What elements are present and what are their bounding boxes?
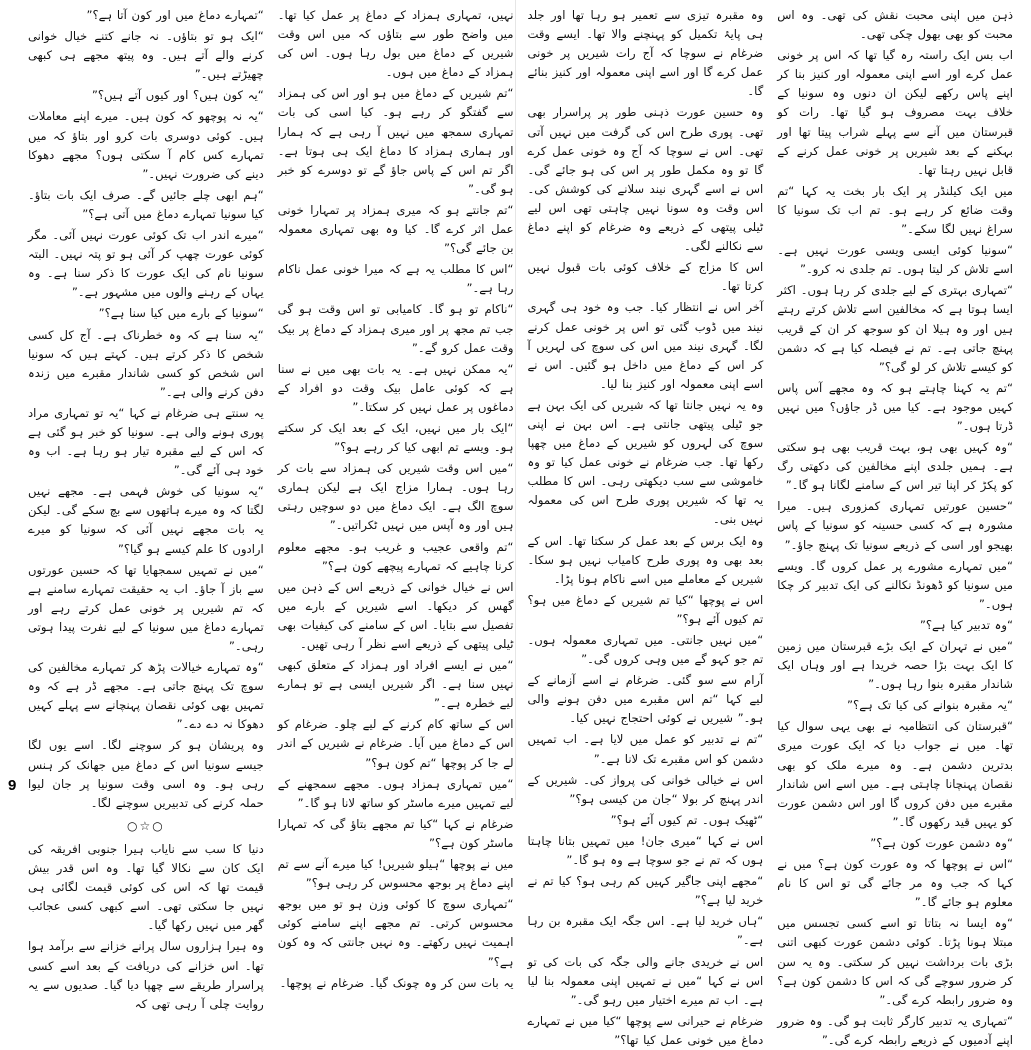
paragraph: “میں نے تہران کے ایک بڑے قبرستان میں زمین کا ایک بہت بڑا حصہ خریدا ہے اور وہاں ایک شاندار مقبرہ بنوا رہا ہوں۔” <box>777 639 1013 692</box>
paragraph: “ہم ابھی چلے جائیں گے۔ صرف ایک بات بتاؤ۔ کیا سونیا تمہارے دماغ میں آتی ہے؟” <box>28 187 264 221</box>
paragraph: “وہ تدبیر کیا ہے؟” <box>919 617 1013 632</box>
section-ornament: ○☆○ <box>127 818 165 833</box>
paragraph: اس نے خریدی جانے والی جگہ کی بات کی تو اس نے کہا “میں نے تمہیں اپنی معمولہ بنا لیا ہے۔ اب تم میرے اختیار میں رہو گی۔” <box>527 954 764 1007</box>
paragraph: “حسین عورتیں تمہاری کمزوری ہیں۔ میرا مشورہ ہے کہ کسی حسینہ کو سونیا کے پاس بھیجو اور اسی کے ذریعے سونیا تک پہنچ جاؤ۔” <box>777 499 1013 552</box>
text-columns <box>28 6 1013 1047</box>
paragraph: وہ پریشان ہو کر سوچنے لگا۔ اسے یوں لگا جیسے سونیا اس کے دماغ میں جھانک کر ہنس رہی ہو۔ وہ اسی وقت سونیا پر جان لیوا حملہ کرنے کی تدبیریں سوچنے لگا۔ <box>28 738 264 810</box>
column-3 <box>277 6 514 990</box>
column-4 <box>28 6 264 1011</box>
paragraph: میں ایک کیلنڈر پر ایک بار بخت یہ کہا “تم وقت ضائع کر رہے ہو۔ تم اب تک سونیا کا سراغ نہیں لگا سکے۔” <box>777 183 1013 237</box>
paragraph: اس نے خیال خوانی کے ذریعے اس کے ذہن میں گھس کر دیکھا۔ اسے شیریں کے بارے میں تفصیل سے بتایا۔ اس کے سامنے کی کیفیات بھی ٹیلی پیتھی کے ذریعے اسے نظر آ رہی تھیں۔ <box>277 579 514 651</box>
paragraph: “میرے اندر اب تک کوئی عورت نہیں آئی۔ مگر کوئی عورت چھپ کر آئی ہو تو پتہ نہیں۔ البتہ سونیا نام کی ایک عورت کا ذکر سنا ہے۔ وہ یہاں کے رہنے والوں میں مشہور ہے۔” <box>28 228 264 300</box>
paragraph: وہ یہ نہیں جانتا تھا کہ شیریں کی ایک بہن ہے جو ٹیلی پیتھی جانتی ہے۔ اس بہن نے اپنی سوچ کی لہروں کو شیریں کے دماغ میں چھپا رکھا تھا۔ جب ضرغام نے خونی عمل کیا تو وہ خاموشی سے سب دیکھتی رہی۔ اس کا مطلب یہ تھا کہ شیریں پوری طرح اس کی معمولہ نہیں بنی۔ <box>527 397 764 527</box>
paragraph: “سونیا کوئی ایسی ویسی عورت نہیں ہے۔ اسے تلاش کر لیتا ہوں۔ تم جلدی نہ کرو۔” <box>777 243 1013 277</box>
paragraph: “یہ نہ پوچھو کہ کون ہیں۔ میرے اپنے معاملات ہیں۔ کوئی دوسری بات کرو اور بتاؤ کہ میں تمہارے کس کام آ سکتی ہوں؟ مجھے دھوکا دینے کی ضرورت نہیں۔” <box>28 109 264 181</box>
paragraph: یہ بات سن کر وہ چونک گیا۔ ضرغام نے پوچھا۔ <box>279 975 514 990</box>
paragraph: اس نے پوچھا “کیا تم شیریں کے دماغ میں ہو؟ تم کیوں آئے ہو؟” <box>527 592 764 626</box>
paragraph: ذہن میں اپنی محبت نقش کی تھی۔ وہ اس محبت کو بھی بھول چکی تھی۔ <box>777 8 1013 42</box>
paragraph: “تمہاری یہ تدبیر کارگر ثابت ہو گی۔ وہ ضرور اپنے آدمیوں کے ذریعے رابطہ کرے گی۔” <box>777 1013 1013 1047</box>
paragraph: “سونیا کے بارے میں کیا سنا ہے؟” <box>98 306 264 321</box>
paragraph: “میں نے ایسے افراد اور ہمزاد کے متعلق کبھی نہیں سنا ہے۔ اگر شیریں ایسی ہے تو ہمارے لیے خطرہ ہے۔” <box>277 658 514 711</box>
paragraph: وہ ایک برس کے بعد عمل کر سکتا تھا۔ اس کے بعد بھی وہ پوری طرح کامیاب نہیں ہو سکا۔ شیریں کے معاملے میں اسے ناکام ہونا پڑا۔ <box>527 533 764 586</box>
paragraph: “تم نے تدبیر کو عمل میں لایا ہے۔ اب تمہیں دشمن کو اس مقبرے تک لانا ہے۔” <box>527 732 764 766</box>
paragraph: “اس نے پوچھا کہ وہ عورت کون ہے؟ میں نے کہا کہ جب وہ مر جائے گی تو اس کا نام معلوم ہو جائے گا۔” <box>777 857 1013 910</box>
paragraph: “میں نے تمہیں سمجھایا تھا کہ حسین عورتوں سے باز آ جاؤ۔ اب یہ حقیقت تمہارے سامنے ہے کہ تم شیریں پر خونی عمل کرتے رہے اور تمہارے دماغ میں سونیا کے لیے نفرت پیدا ہوتی رہی۔” <box>28 562 264 653</box>
paragraph: میں نے پوچھا “ہیلو شیریں! کیا میرے آنے سے تم اپنے دماغ پر بوجھ محسوس کر رہی ہو؟” <box>277 857 514 891</box>
paragraph: اس نے کہا “میری جان! میں تمہیں بتانا چاہتا ہوں کہ تم نے جو سوچا ہے وہ ہو گا۔” <box>527 833 764 868</box>
paragraph: “یہ سونیا کی خوش فہمی ہے۔ مجھے نہیں لگتا کہ وہ میرے ہاتھوں سے بچ سکے گی۔ لیکن یہ بات مجھے نہیں آئی کہ سونیا کو میرے ارادوں کا علم کیسے ہو گیا؟” <box>28 484 264 556</box>
paragraph: “ٹھیک ہوں۔ تم کیوں آئے ہو؟” <box>610 812 764 827</box>
paragraph: “ہاں خرید لیا ہے۔ اس جگہ ایک مقبرہ بن رہا ہے۔” <box>527 914 764 948</box>
paragraph: “قبرستان کی انتظامیہ نے بھی یہی سوال کیا تھا۔ میں نے جواب دیا کہ ایک عورت میری بدترین دشمن ہے۔ وہ میرے ملک کو بھی نقصان پہنچانا چاہتی ہے۔ میں اسے اس شاندار مقبرے میں دفن کروں گا اور اس دشمن عورت کو یہیں قید رکھوں گا۔” <box>777 719 1013 829</box>
paragraph: “یہ سنا ہے کہ وہ خطرناک ہے۔ آج کل کسی شخص کا ذکر کرتے ہیں۔ کہتے ہیں کہ سونیا اس شخص کو کسی شاندار مقبرے میں زندہ دفن کرنے والی ہے۔” <box>28 327 264 399</box>
paragraph: اس کا مزاج کے خلاف کوئی بات قبول نہیں کرتا تھا۔ <box>527 260 764 294</box>
paragraph: آرام سے سو گئی۔ ضرغام نے اسے آزمانے کے لیے کہا “تم اس مقبرے میں دفن ہونے والی ہو۔” شیریں نے کوئی احتجاج نہیں کیا۔ <box>527 673 764 726</box>
column-2 <box>527 6 764 1047</box>
paragraph: “ناکام تو ہو گا۔ کامیابی تو اس وقت ہو گی جب تم مجھ پر اور میری ہمزاد کے دماغ پر بیک وقت عمل کرو گے۔” <box>277 302 514 355</box>
paragraph: “تم واقعی عجیب و غریب ہو۔ مجھے معلوم کرنا چاہیے کہ تمہارے پیچھے کون ہے؟” <box>277 539 514 573</box>
paragraph: ضرغام نے کہا “کیا تم مجھے بتاؤ گی کہ تمہارا ماسٹر کون ہے؟” <box>277 816 514 850</box>
paragraph: “وہ ایسا نہ بتاتا تو اسے کسی تجسس میں مبتلا ہونا پڑتا۔ کوئی دشمن عورت کبھی اتنی بڑی بات برداشت نہیں کر سکتی۔ وہ یہ سن کر ضرور سوچے گی کہ اس کا دشمن کون ہے؟ وہ ضرور رابطہ کرے گی۔” <box>777 916 1013 1007</box>
paragraph: دنیا کا سب سے نایاب ہیرا جنوبی افریقہ کی ایک کان سے نکالا گیا تھا۔ وہ اس قدر بیش قیمت تھا کہ اس کی کوئی قیمت لگائی ہی نہیں جا سکتی تھی۔ اسے کبھی کسی عجائب گھر میں نہیں رکھا گیا۔ <box>28 841 264 933</box>
paragraph: “مجھے اپنی جاگیر کہیں کم رہی ہو؟ کیا تم نے خرید لیا ہے؟” <box>527 874 764 908</box>
paragraph: “یہ ممکن نہیں ہے۔ یہ بات بھی میں نے سنا ہے کہ کوئی عامل بیک وقت دو افراد کے دماغوں پر عمل نہیں کر سکتا۔” <box>277 361 514 414</box>
paragraph: یہ سنتے ہی ضرغام نے کہا “یہ تو تمہاری مراد پوری ہونے والی ہے۔ سونیا کو خبر ہو گئی ہے کہ اس کے لیے مقبرہ تیار ہو رہا ہے۔ اب وہ خود ہی آئے گی۔” <box>28 405 264 478</box>
paragraph: “یہ مقبرہ بنوانے کی کیا تک ہے؟” <box>847 698 1013 713</box>
paragraph: “تم جانتے ہو کہ میری ہمزاد پر تمہارا خونی عمل اثر کرے گا۔ کیا وہ بھی تمہاری معمولہ بن جائے گی؟” <box>277 202 514 256</box>
paragraph: وہ مقبرہ تیزی سے تعمیر ہو رہا تھا اور جلد ہی پایۂ تکمیل کو پہنچنے والا تھا۔ ایسے وقت ضرغام نے سوچا کہ آج رات شیریں پر خونی عمل کرے گا اور اسے اپنی معمولہ اور کنیز بنائے گا۔ <box>527 8 764 99</box>
paragraph: “ایک بار میں نہیں، ایک کے بعد ایک کر سکتے ہو۔ ویسے تم ابھی کیا کر رہے ہو؟” <box>277 420 514 455</box>
paragraph: “یہ کون ہیں؟ اور کیوں آتے ہیں؟” <box>91 88 264 103</box>
paragraph: اس کے ساتھ کام کرنے کے لیے چلو۔ ضرغام کو اس کے دماغ میں آیا۔ ضرغام نے شیریں کے اندر لے جا کر پوچھا “تم کون ہو؟” <box>277 717 514 770</box>
paragraph: “وہ کہیں بھی ہو، بہت قریب بھی ہو سکتی ہے۔ ہمیں جلدی اپنے مخالفین کی دکھتی رگ کو پکڑ کر اپنا تیر اس کے سامنے لگانا ہو گا۔” <box>777 440 1013 493</box>
paragraph: ضرغام نے حیرانی سے پوچھا “کیا میں نے تمہارے دماغ میں خونی عمل کیا تھا؟” <box>527 1013 764 1047</box>
paragraph: اس نے خیالی خوانی کی پرواز کی۔ شیریں کے اندر پہنچ کر بولا “جان من کیسی ہو؟” <box>527 772 764 806</box>
paragraph: وہ ہیرا ہزاروں سال پرانے خزانے سے برآمد ہوا تھا۔ اس خزانے کی دریافت کے بعد اسے کسی پراسرار طریقے سے چھپا دیا گیا۔ صدیوں سے یہ روایت چلی آ رہی تھی کہ <box>28 939 264 1011</box>
paragraph: وہ حسین عورت ذہنی طور پر پراسرار بھی تھی۔ پوری طرح اس کی گرفت میں نہیں آتی تھی۔ اس نے سوچا کہ آج وہ خونی عمل کرے گا تو وہ مکمل طور پر اس کی ہو جائے گی۔ اس نے اسے گہری نیند سلانے کی کوشش کی۔ اس وقت وہ سونا نہیں چاہتی تھی اس لیے ٹیلی پیتھی کے ذریعے وہ ضرغام کو اپنے دماغ سے نکالنے لگی۔ <box>527 105 764 254</box>
paragraph: “میں تمہارے مشورے پر عمل کروں گا۔ ویسے میں سونیا کو ڈھونڈ نکالنے کی ایک تدبیر کر چکا ہوں۔” <box>777 558 1013 611</box>
paragraph: “تمہاری سوچ کا کوئی وزن ہو تو میں بوجھ محسوس کرتی۔ تم مجھے اپنے سامنے کوئی اہمیت نہیں رکھتے۔ وہ نہیں جانتی کہ وہ کون ہے؟” <box>277 897 514 969</box>
paragraph: اب بس ایک راستہ رہ گیا تھا کہ اس پر خونی عمل کرے اور اسے اپنی معمولہ اور کنیز بنا کر اپنے پاس رکھے لیکن ان دنوں وہ سونیا کے خلاف بہت مصروف ہو گیا تھا۔ رات کو قبرستان میں آنے سے پہلے شراب پیتا تھا اور بہکنے کے بعد شیریں پر خونی عمل کرنے کے قابل نہیں رہتا تھا۔ <box>777 48 1013 177</box>
paragraph: “تمہاری بہتری کے لیے جلدی کر رہا ہوں۔ اکثر ایسا ہوتا ہے کہ مخالفین اسے تلاش کرتے رہتے ہیں اور وہ ہیلا ان کو سوجھ کر ان کے قریب پہنچ جاتی ہے۔ تم نے فیصلہ کیا ہے کہ دشمن کو کیسے تلاش کر لو گی؟” <box>777 283 1013 374</box>
paragraph: “تمہارے دماغ میں اور کون آتا ہے؟” <box>86 8 264 22</box>
paragraph: “تم یہ کہنا چاہتے ہو کہ وہ مجھے آس پاس کہیں موجود ہے۔ کیا میں ڈر جاؤں؟ میں نہیں ڈرتا ہوں۔” <box>777 380 1013 433</box>
paragraph: “میں تمہاری ہمزاد ہوں۔ مجھے سمجھنے کے لیے تمہیں میرے ماسٹر کو ساتھ لانا ہو گا۔” <box>277 776 514 810</box>
paragraph: “وہ تمہارے خیالات پڑھ کر تمہارے مخالفین کی سوچ تک پہنچ جاتی ہے۔ مجھے ڈر ہے کہ وہ تمہیں بھی کوئی نقصان پہنچانے سے پہلے کہیں دھوکا نہ دے دے۔” <box>28 660 264 732</box>
page-number: 9 <box>8 777 17 794</box>
paragraph: “ایک ہو تو بتاؤں۔ نہ جانے کتنے خیال خوانی کرنے والے آتے ہیں۔ وہ پیتھ مجھے ہی کبھی چھیڑتے ہیں۔” <box>28 29 264 82</box>
paragraph: آخر اس نے انتظار کیا۔ جب وہ خود ہی گہری نیند میں ڈوب گئی تو اس پر خونی عمل کرنے لگا۔ گہری نیند میں اس کی سوچ کی لہریں آ کر اس کے دماغ میں داخل ہو گئیں۔ اس نے اسے اپنی معمولہ اور کنیز بنا لیا۔ <box>527 300 764 391</box>
paragraph: “اس کا مطلب یہ ہے کہ میرا خونی عمل ناکام رہا ہے۔” <box>277 262 514 296</box>
paragraph: نہیں، تمہاری ہمزاد کے دماغ پر عمل کیا تھا۔ میں واضح طور سے بتاؤں کہ میں اس وقت شیریں کے دماغ میں بول رہا ہوں۔ اس کی ہمزاد کے دماغ میں ہوں۔ <box>277 8 514 80</box>
paragraph: “میں اس وقت شیریں کی ہمزاد سے بات کر رہا ہوں۔ ہمارا مزاج ایک ہے لیکن ہماری سوچ الگ ہے۔ ایک دماغ میں دو سوچیں رہتی ہیں اور وہ آپس میں نہیں ٹکراتیں۔” <box>277 461 514 533</box>
paragraph: “تم شیریں کے دماغ میں ہو اور اس کی ہمزاد سے گفتگو کر رہے ہو۔ کیا اسی کی بات تمہاری سمجھ میں نہیں آ رہی ہے کہ ہمارا اور ہماری ہمزاد کا دماغ ایک ہی ہوتا ہے۔ اگر تم اس کے پاس جاؤ گے تو دوسرے کو خبر ہو گی۔” <box>277 86 514 196</box>
paragraph: “میں نہیں جانتی۔ میں تمہاری معمولہ ہوں۔ تم جو کہو گے میں وہی کروں گی۔” <box>527 633 764 667</box>
column-1 <box>777 6 1013 1047</box>
paragraph: “وہ دشمن عورت کون ہے؟” <box>870 835 1013 850</box>
